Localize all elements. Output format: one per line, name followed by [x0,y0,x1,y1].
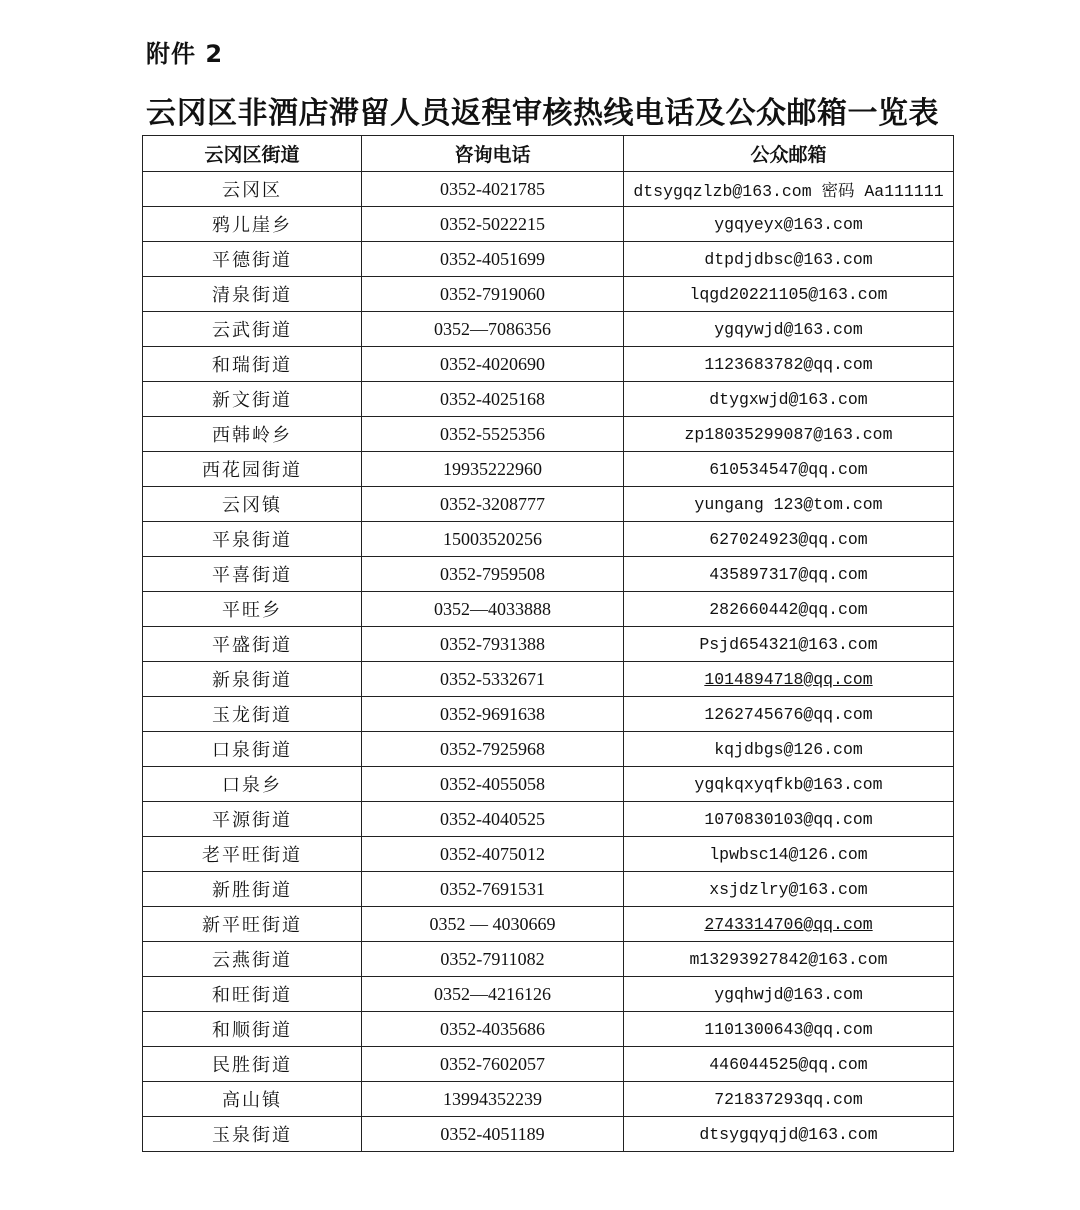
table-row [143,382,954,417]
phone-cell: 0352-4075012 [362,837,624,872]
email-cell [624,522,954,557]
table-row [143,487,954,522]
header-street: 云冈区街道 [143,136,362,172]
street-name-cell: 新泉街道 [143,662,362,697]
email-cell [624,452,954,487]
email-cell [624,802,954,837]
street-name-cell: 平盛街道 [143,627,362,662]
table-row [143,627,954,662]
email-cell [624,872,954,907]
street-name-cell: 西花园街道 [143,452,362,487]
table-row [143,802,954,837]
phone-cell: 0352-5022215 [362,207,624,242]
phone-cell: 0352-4025168 [362,382,624,417]
phone-cell: 0352 — 4030669 [362,907,624,942]
email-cell [624,977,954,1012]
email-cell[interactable] [624,907,954,942]
street-name-cell: 新平旺街道 [143,907,362,942]
phone-cell: 0352-4040525 [362,802,624,837]
email-cell [624,1012,954,1047]
email-text: lpwbsc14@126.com [709,844,868,864]
email-link[interactable]: 2743314706@qq.com [704,914,873,934]
street-name-cell: 平喜街道 [143,557,362,592]
phone-cell: 13994352239 [362,1082,624,1117]
email-text: dtpdjdbsc@163.com [704,249,873,269]
phone-cell: 0352—4216126 [362,977,624,1012]
table-row [143,522,954,557]
street-name-cell: 口泉乡 [143,767,362,802]
email-text: 1262745676@qq.com [704,704,873,724]
street-name-cell: 平德街道 [143,242,362,277]
table-row [143,1012,954,1047]
phone-cell: 0352-4035686 [362,1012,624,1047]
phone-cell: 0352-4051189 [362,1117,624,1152]
table-row [143,242,954,277]
email-text: dtygxwjd@163.com [709,389,868,409]
table-row [143,557,954,592]
table-row [143,417,954,452]
email-text: yungang 123@tom.com [694,494,883,514]
phone-cell: 19935222960 [362,452,624,487]
table-row [143,697,954,732]
street-name-cell: 高山镇 [143,1082,362,1117]
table-row [143,207,954,242]
phone-cell: 0352-4021785 [362,172,624,207]
street-name-cell: 玉龙街道 [143,697,362,732]
street-name-cell: 新胜街道 [143,872,362,907]
email-cell [624,417,954,452]
table-row [143,1047,954,1082]
phone-cell: 0352-7919060 [362,277,624,312]
email-cell [624,382,954,417]
email-text: 435897317@qq.com [709,564,868,584]
street-name-cell: 平旺乡 [143,592,362,627]
email-cell [624,1082,954,1117]
phone-cell: 0352-7931388 [362,627,624,662]
email-cell [624,487,954,522]
street-name-cell: 民胜街道 [143,1047,362,1082]
phone-cell: 0352-7602057 [362,1047,624,1082]
email-cell [624,312,954,347]
street-name-cell: 云冈镇 [143,487,362,522]
email-cell [624,697,954,732]
email-cell [624,207,954,242]
phone-cell: 0352-3208777 [362,487,624,522]
table-row [143,837,954,872]
phone-cell: 0352-7691531 [362,872,624,907]
street-name-cell: 云冈区 [143,172,362,207]
street-name-cell: 老平旺街道 [143,837,362,872]
email-text: 1070830103@qq.com [704,809,873,829]
street-name-cell: 平源街道 [143,802,362,837]
email-cell [624,172,954,207]
table-row [143,172,954,207]
phone-cell: 0352-9691638 [362,697,624,732]
email-text: dtsygqyqjd@163.com [699,1124,878,1144]
email-text: kqjdbgs@126.com [714,739,863,759]
email-text: zp18035299087@163.com [684,424,893,444]
email-text: 1123683782@qq.com [704,354,873,374]
email-text: 610534547@qq.com [709,459,868,479]
attachment-label: 附件 2 [146,40,224,68]
table-row [143,592,954,627]
phone-cell: 0352-4051699 [362,242,624,277]
email-text: ygqhwjd@163.com [714,984,863,1004]
street-name-cell: 云燕街道 [143,942,362,977]
table-row [143,907,954,942]
phone-cell: 0352-4055058 [362,767,624,802]
table-row [143,872,954,907]
email-cell [624,242,954,277]
email-cell [624,277,954,312]
email-text: xsjdzlry@163.com [709,879,868,899]
email-cell [624,627,954,662]
email-cell [624,347,954,382]
table-row [143,452,954,487]
email-text: dtsygqzlzb@163.com 密码 Aa111111 [633,182,944,201]
email-text: 282660442@qq.com [709,599,868,619]
email-text: m13293927842@163.com [689,949,888,969]
phone-cell: 15003520256 [362,522,624,557]
table-row [143,312,954,347]
email-text: lqgd20221105@163.com [689,284,888,304]
street-name-cell: 清泉街道 [143,277,362,312]
street-name-cell: 新文街道 [143,382,362,417]
phone-cell: 0352-7925968 [362,732,624,767]
email-cell [624,1117,954,1152]
phone-cell: 0352-5525356 [362,417,624,452]
street-name-cell: 平泉街道 [143,522,362,557]
phone-cell: 0352—7086356 [362,312,624,347]
header-phone: 咨询电话 [362,136,624,172]
street-name-cell: 西韩岭乡 [143,417,362,452]
table-body [143,172,954,1152]
table-row [143,767,954,802]
email-text: ygqkqxyqfkb@163.com [694,774,883,794]
phone-cell: 0352-5332671 [362,662,624,697]
email-text: 1101300643@qq.com [704,1019,873,1039]
email-cell [624,1047,954,1082]
street-name-cell: 云武街道 [143,312,362,347]
phone-cell: 0352-7959508 [362,557,624,592]
header-email: 公众邮箱 [624,136,954,172]
table-row [143,977,954,1012]
table-row [143,1117,954,1152]
email-text: 446044525@qq.com [709,1054,868,1074]
hotline-table [142,135,954,1152]
email-text: ygqyeyx@163.com [714,214,863,234]
street-name-cell: 和旺街道 [143,977,362,1012]
email-cell [624,942,954,977]
table-row [143,277,954,312]
table-row [143,732,954,767]
email-text: 721837293qq.com [714,1089,863,1109]
header-row [143,136,954,172]
street-name-cell: 和顺街道 [143,1012,362,1047]
table-row [143,1082,954,1117]
street-name-cell: 鸦儿崖乡 [143,207,362,242]
table-row [143,662,954,697]
table-row [143,347,954,382]
document-title: 云冈区非酒店滞留人员返程审核热线电话及公众邮箱一览表 [146,96,939,131]
email-cell [624,837,954,872]
phone-cell: 0352-7911082 [362,942,624,977]
email-cell [624,557,954,592]
table-header [143,136,954,172]
phone-cell: 0352—4033888 [362,592,624,627]
street-name-cell: 玉泉街道 [143,1117,362,1152]
table-row [143,942,954,977]
phone-cell: 0352-4020690 [362,347,624,382]
email-cell [624,592,954,627]
email-link[interactable]: 1014894718@qq.com [704,669,873,689]
email-cell [624,767,954,802]
email-cell[interactable] [624,662,954,697]
street-name-cell: 和瑞街道 [143,347,362,382]
street-name-cell: 口泉街道 [143,732,362,767]
email-text: Psjd654321@163.com [699,634,878,654]
email-text: ygqywjd@163.com [714,319,863,339]
email-cell [624,732,954,767]
email-text: 627024923@qq.com [709,529,868,549]
